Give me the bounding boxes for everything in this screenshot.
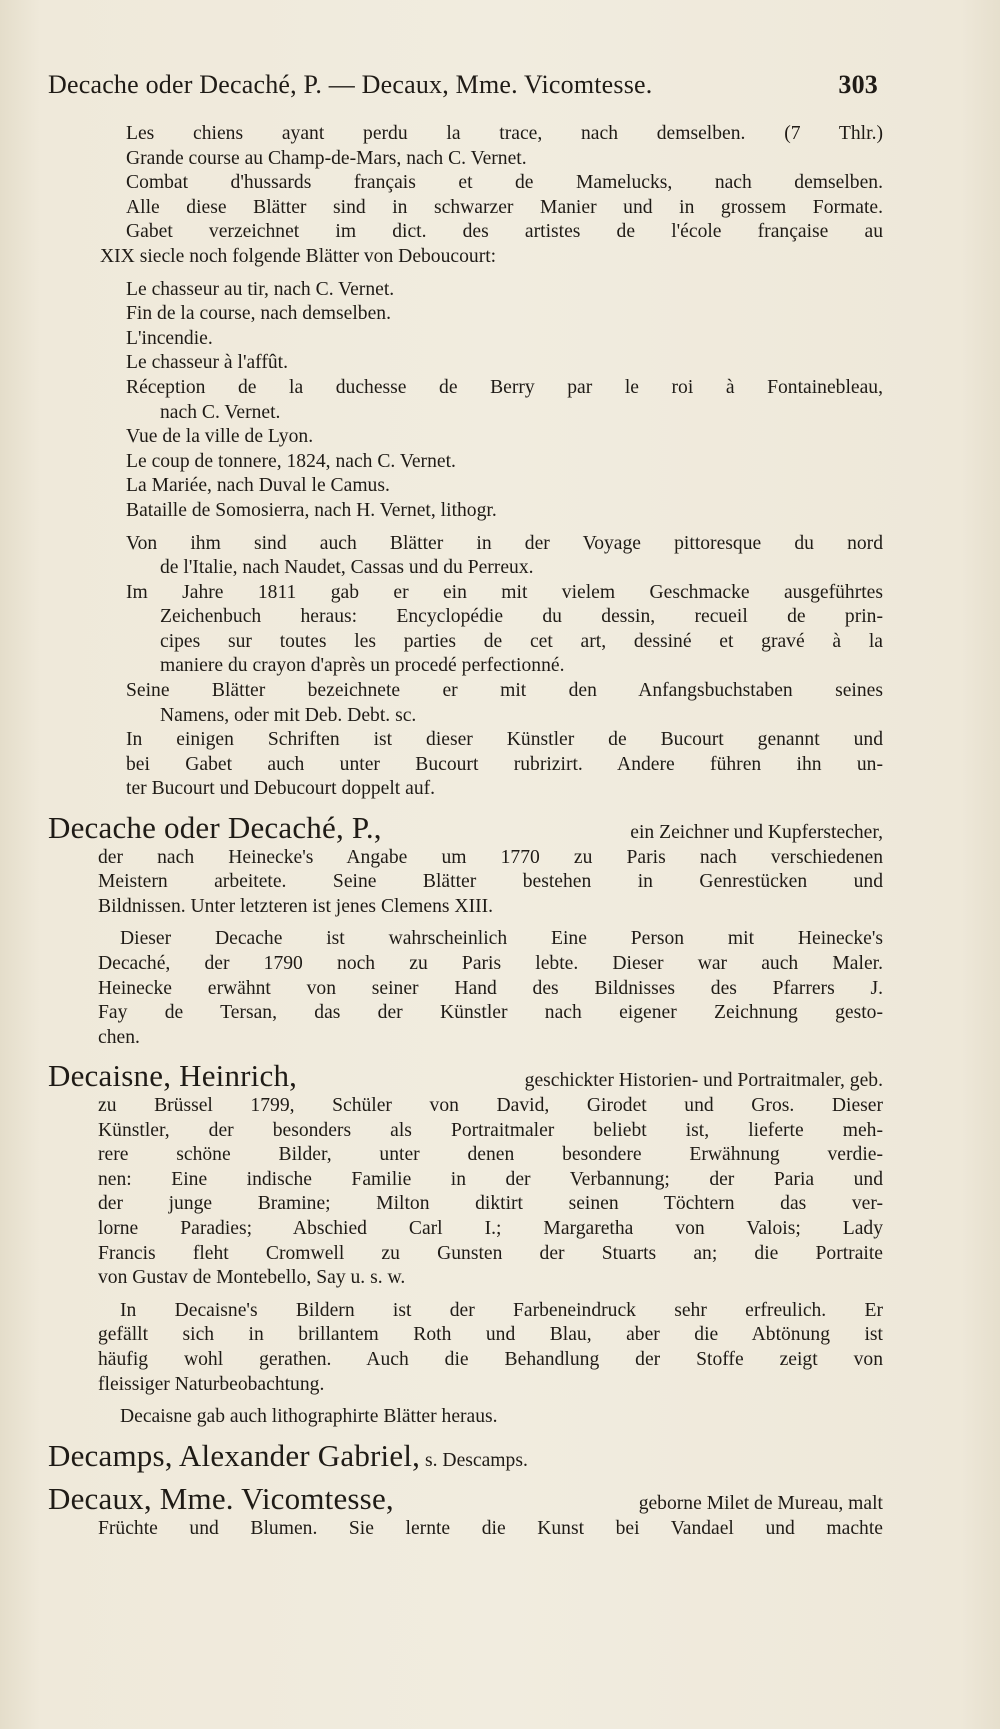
cross-reference: s. Descamps. xyxy=(425,1449,528,1471)
page-number: 303 xyxy=(838,70,878,99)
text-line: Combat d'hussards français et de Mamelucks, nach demselben. xyxy=(126,172,883,194)
text-line: In Decaisne's Bildern ist der Farbeneindruck sehr erfreulich. Er xyxy=(120,1299,883,1321)
text-line: Gabet verzeichnet im dict. des artistes de l'école française au xyxy=(126,221,883,243)
text-line: Von ihm sind auch Blätter in der Voyage pittoresque du nord xyxy=(126,532,883,554)
text-line: lorne Paradies; Abschied Carl I.; Margaretha von Valois; Lady xyxy=(98,1217,883,1239)
text-line: Früchte und Blumen. Sie lernte die Kunst bei Vandael und machte xyxy=(98,1517,883,1539)
text-line: Francis fleht Cromwell zu Gunsten der Stuarts an; die Portraite xyxy=(98,1242,883,1264)
entry-heading: Decaux, Mme. Vicomtesse, xyxy=(48,1481,394,1517)
entry-heading: Decamps, Alexander Gabriel, xyxy=(48,1437,421,1473)
text-line: ein Zeichner und Kupferstecher, xyxy=(630,822,883,844)
text-line: Heinecke erwähnt von seiner Hand des Bildnisses des Pfarrers J. xyxy=(98,977,883,999)
list-item: Fin de la course, nach demselben. xyxy=(126,303,391,325)
text-line: Bildnissen. Unter letzteren ist jenes Clemens XIII. xyxy=(98,895,494,917)
text-line: geborne Milet de Mureau, malt xyxy=(638,1493,883,1515)
text-line: Fay de Tersan, das der Künstler nach eigener Zeichnung gesto- xyxy=(98,1002,883,1024)
running-title: Decache oder Decaché, P. — Decaux, Mme. Vicomtesse. xyxy=(48,70,653,99)
list-item: La Mariée, nach Duval le Camus. xyxy=(126,475,390,497)
text-line: häufig wohl gerathen. Auch die Behandlung der Stoffe zeigt von xyxy=(98,1348,883,1370)
running-header xyxy=(48,70,878,100)
text-line: Zeichenbuch heraus: Encyclopédie du dessin, recueil de prin- xyxy=(160,606,883,628)
body-text xyxy=(48,122,883,1541)
entry-decamps xyxy=(48,1437,883,1474)
text-line: zu Brüssel 1799, Schüler von David, Girodet und Gros. Dieser xyxy=(98,1094,883,1116)
text-line: In einigen Schriften ist dieser Künstler de Bucourt genannt und xyxy=(126,729,883,751)
entry-heading: Decaisne, Heinrich, xyxy=(48,1058,298,1094)
text-line: der junge Bramine; Milton diktirt seinen Töchtern das ver- xyxy=(98,1193,883,1215)
list-item: Le chasseur au tir, nach C. Vernet. xyxy=(126,278,395,300)
text-line: Künstler, der besonders als Portraitmaler beliebt ist, lieferte meh- xyxy=(98,1119,883,1141)
list-item: L'incendie. xyxy=(126,327,213,349)
text-line: maniere du crayon d'après un procedé perfectionné. xyxy=(160,655,565,677)
text-line: Namens, oder mit Deb. Debt. sc. xyxy=(160,704,417,726)
entry-decache xyxy=(48,810,883,846)
list-item: Bataille de Somosierra, nach H. Vernet, lithogr. xyxy=(126,499,497,521)
text-line: Decaché, der 1790 noch zu Paris lebte. Dieser war auch Maler. xyxy=(98,953,883,974)
text-line: der nach Heinecke's Angabe um 1770 zu Paris nach verschiedenen xyxy=(98,846,883,868)
entry-heading: Decache oder Decaché, P., xyxy=(48,810,382,846)
entry-decaisne xyxy=(48,1058,883,1094)
text-line: nen: Eine indische Familie in der Verbannung; der Paria und xyxy=(98,1168,883,1190)
text-line: Decaisne gab auch lithographirte Blätter heraus. xyxy=(120,1406,498,1428)
text-line: von Gustav de Montebello, Say u. s. w. xyxy=(98,1267,406,1289)
text-line: chen. xyxy=(98,1026,140,1048)
list-item: Réception de la duchesse de Berry par le roi à Fontainebleau, xyxy=(126,376,883,398)
text-line: Alle diese Blätter sind in schwarzer Manier und in grossem Formate. xyxy=(126,196,883,218)
text-line: Dieser Decache ist wahrscheinlich Eine Person mit Heinecke's xyxy=(120,928,883,950)
text-line: Grande course au Champ-de-Mars, nach C. Vernet. xyxy=(126,147,527,169)
text-line: geschickter Historien- und Portraitmaler, geb. xyxy=(524,1070,883,1092)
text-line: fleissiger Naturbeobachtung. xyxy=(98,1373,325,1395)
text-line: gefällt sich in brillantem Roth und Blau, aber die Abtönung ist xyxy=(98,1324,883,1346)
list-item: Le chasseur à l'affût. xyxy=(126,352,289,374)
list-item: Le coup de tonnere, 1824, nach C. Vernet. xyxy=(126,450,456,472)
text-line: Im Jahre 1811 gab er ein mit vielem Geschmacke ausgeführtes xyxy=(126,581,883,603)
text-line: cipes sur toutes les parties de cet art, dessiné et gravé à la xyxy=(160,630,883,652)
text-line: Seine Blätter bezeichnete er mit den Anfangsbuchstaben seines xyxy=(126,680,883,702)
list-item: Vue de la ville de Lyon. xyxy=(126,426,314,448)
list-item-continued: nach C. Vernet. xyxy=(160,401,281,423)
text-line: Les chiens ayant perdu la trace, nach demselben. (7 Thlr.) xyxy=(126,123,883,144)
text-line: de l'Italie, nach Naudet, Cassas und du Perreux. xyxy=(160,557,534,579)
text-line: Meistern arbeitete. Seine Blätter bestehen in Genrestücken und xyxy=(98,871,883,893)
text-line: bei Gabet auch unter Bucourt rubrizirt. Andere führen ihn un- xyxy=(126,753,883,775)
entry-decaux xyxy=(48,1481,883,1517)
text-line: XIX siecle noch folgende Blätter von Deboucourt: xyxy=(100,245,497,267)
text-line: ter Bucourt und Debucourt doppelt auf. xyxy=(126,778,436,800)
text-line: rere schöne Bilder, unter denen besondere Erwähnung verdie- xyxy=(98,1144,883,1166)
